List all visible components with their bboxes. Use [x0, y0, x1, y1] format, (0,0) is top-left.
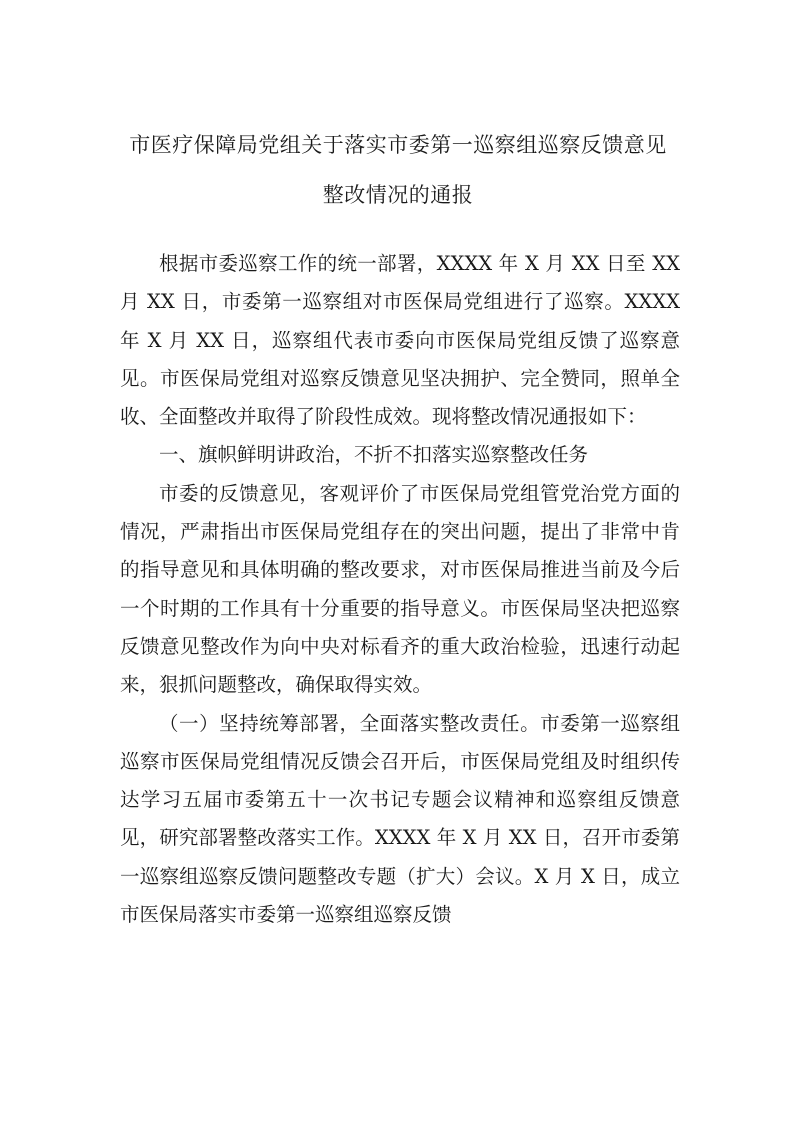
document-title-line-2: 整改情况的通报 — [322, 183, 474, 207]
paragraph-subsection-1: （一）坚持统筹部署，全面落实整改责任。市委第一巡察组巡察市医保局党组情况反馈会召开后，市医保局党组及时组织传达学习五届市委第五十一次书记专题会议精神和巡察组反馈意见，研究部署整改落实工作。XXXX 年 X 月 XX 日，召开市委第一巡察组巡察反馈问题整改专题（扩大）会议。X 月 X 日，成立市医保局落实市委第一巡察组巡察反馈 — [120, 711, 680, 927]
document-title-line-1: 市医疗保障局党组关于落实市委第一巡察组巡察反馈意见 — [129, 133, 667, 157]
paragraph-section-1: 市委的反馈意见，客观评价了市医保局党组管党治党方面的情况，严肃指出市医保局党组存在的突出问题，提出了非常中肯的指导意见和具体明确的整改要求，对市医保局推进当前及今后一个时期的工作具有十分重要的指导意义。市医保局坚决把巡察反馈意见整改作为向中央对标看齐的重大政治检验，迅速行动起来，狠抓问题整改，确保取得实效。 — [120, 481, 680, 697]
paragraph-intro: 根据市委巡察工作的统一部署，XXXX 年 X 月 XX 日至 XX 月 XX 日，市委第一巡察组对市医保局党组进行了巡察。XXXX 年 X 月 XX 日，巡察组代表市委向市医保局党组反馈了巡察意见。市医保局党组对巡察反馈意见坚决拥护、完全赞同，照单全收、全面整改并取得了阶段性成效。现将整改情况通报如下： — [120, 252, 680, 429]
document-body — [120, 245, 680, 934]
section-heading-1: 一、旗帜鲜明讲政治，不折不扣落实巡察整改任务 — [159, 443, 589, 467]
